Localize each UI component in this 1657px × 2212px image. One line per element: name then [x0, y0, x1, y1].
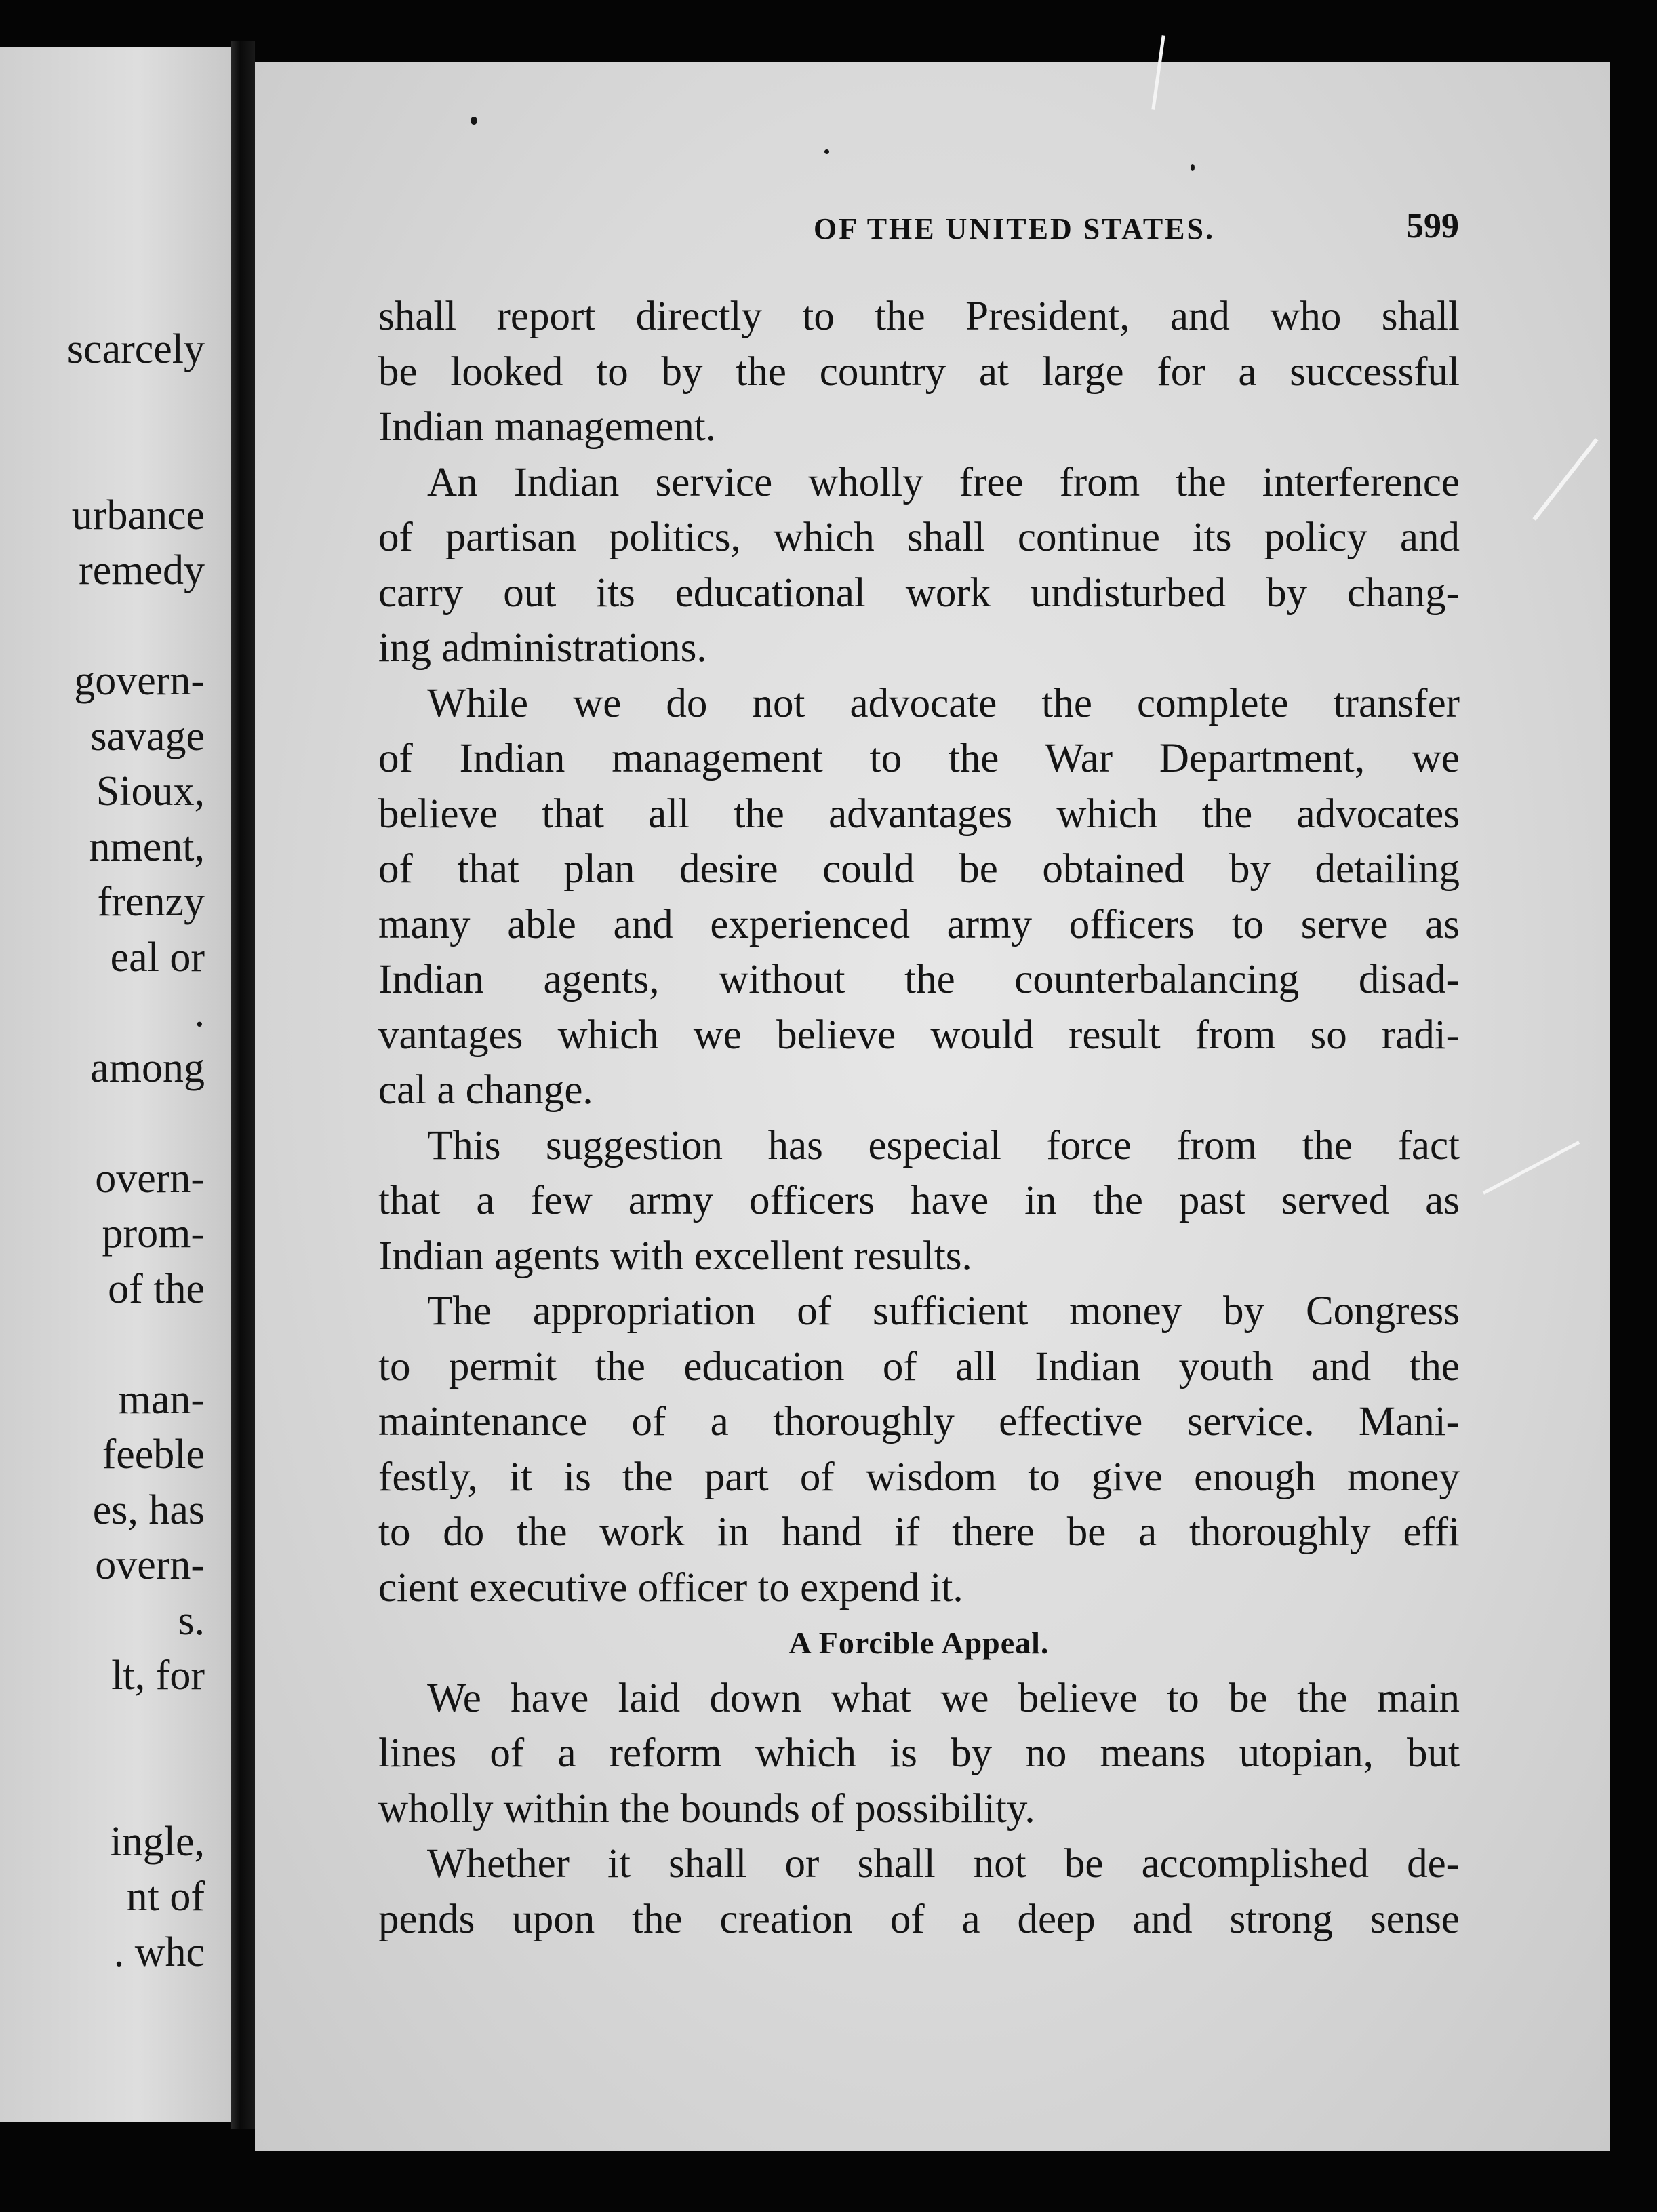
- left-page-fragment: urbance: [71, 492, 205, 538]
- text-line: This suggestion has especial force from the fact: [427, 1122, 1460, 1168]
- left-page-fragment: of the: [108, 1265, 205, 1312]
- body-text-block-1: [378, 289, 1460, 1615]
- text-line: shall report directly to the President, and who shall: [378, 294, 1460, 339]
- left-page-fragment: overn-: [95, 1155, 205, 1202]
- book-page: [255, 62, 1610, 2151]
- text-line: to do the work in hand if there be a thoroughly effi: [378, 1509, 1460, 1555]
- text-line: to permit the education of all Indian youth and the: [378, 1343, 1460, 1389]
- page-number: 599: [1406, 207, 1459, 245]
- text-line: While we do not advocate the complete transfer: [427, 680, 1460, 726]
- text-line: believe that all the advantages which the advocates: [378, 791, 1460, 837]
- left-page-fragment: overn-: [95, 1542, 205, 1588]
- left-page-fragment: savage: [90, 713, 205, 759]
- left-page-fragment: man-: [118, 1376, 205, 1423]
- text-line: of that plan desire could be obtained by detailing: [378, 846, 1460, 892]
- text-line: ing administrations.: [378, 625, 707, 671]
- left-page-fragment: frenzy: [97, 879, 205, 925]
- running-head: OF THE UNITED STATES.: [814, 212, 1215, 245]
- text-line: cient executive officer to expend it.: [378, 1564, 963, 1611]
- text-line: Indian agents with excellent results.: [378, 1233, 972, 1279]
- left-page-fragment: feeble: [102, 1431, 205, 1478]
- text-line: vantages which we believe would result from so radi-: [378, 1012, 1460, 1058]
- left-page-fragment: Sioux,: [96, 768, 205, 814]
- page-body: [378, 289, 1460, 1947]
- text-line: of partisan politics, which shall continue its policy and: [378, 515, 1460, 560]
- scan-scratch: [1532, 438, 1598, 521]
- left-facing-page: [0, 47, 231, 2122]
- scan-speck: [824, 149, 829, 154]
- text-line: The appropriation of sufficient money by Congress: [427, 1288, 1460, 1334]
- text-line: wholly within the bounds of possibility.: [378, 1785, 1035, 1832]
- left-page-fragment: nt of: [126, 1874, 205, 1920]
- scan-speck: [1191, 164, 1195, 171]
- scan-speck: [471, 117, 477, 125]
- left-page-fragment: eal or: [110, 934, 205, 981]
- left-page-fragment: s.: [178, 1597, 205, 1644]
- left-page-fragment: govern-: [74, 658, 205, 704]
- text-line: Indian agents, without the counterbalancing disad-: [378, 957, 1460, 1002]
- left-page-fragment: prom-: [102, 1210, 205, 1257]
- left-page-fragment: scarcely: [66, 326, 205, 372]
- section-heading: A Forcible Appeal.: [788, 1625, 1050, 1660]
- body-text-block-2: [378, 1671, 1460, 1948]
- left-page-fragment: lt, for: [111, 1653, 205, 1699]
- left-page-fragment: remedy: [79, 547, 205, 593]
- left-page-fragment: .: [194, 989, 205, 1035]
- left-page-fragment: es, has: [92, 1486, 205, 1533]
- text-line: of Indian management to the War Department, we: [378, 736, 1460, 781]
- text-line: maintenance of a thoroughly effective service. Mani-: [378, 1399, 1460, 1444]
- scan-scratch: [1151, 35, 1165, 110]
- text-line: pends upon the creation of a deep and strong sense: [378, 1896, 1460, 1942]
- left-page-fragment: among: [90, 1044, 205, 1091]
- text-line: that a few army officers have in the past served as: [378, 1178, 1460, 1223]
- text-line: lines of a reform which is by no means utopian, but: [378, 1731, 1460, 1776]
- left-page-fragment: ingle,: [110, 1818, 205, 1865]
- left-page-fragment: . whc: [113, 1929, 205, 1975]
- left-page-fragment: nment,: [89, 823, 205, 870]
- text-line: carry out its educational work undisturbed by chang-: [378, 570, 1460, 616]
- text-line: cal a change.: [378, 1067, 593, 1113]
- text-line: We have laid down what we believe to be the main: [427, 1675, 1460, 1721]
- text-line: Whether it shall or shall not be accomplished de-: [427, 1841, 1460, 1887]
- text-line: Indian management.: [378, 404, 716, 450]
- text-line: An Indian service wholly free from the interference: [427, 459, 1460, 505]
- text-line: festly, it is the part of wisdom to give enough money: [378, 1454, 1460, 1500]
- text-line: many able and experienced army officers to serve as: [378, 901, 1460, 947]
- scan-scratch: [1483, 1141, 1580, 1195]
- book-gutter: [231, 41, 255, 2129]
- text-line: be looked to by the country at large for a successful: [378, 349, 1460, 395]
